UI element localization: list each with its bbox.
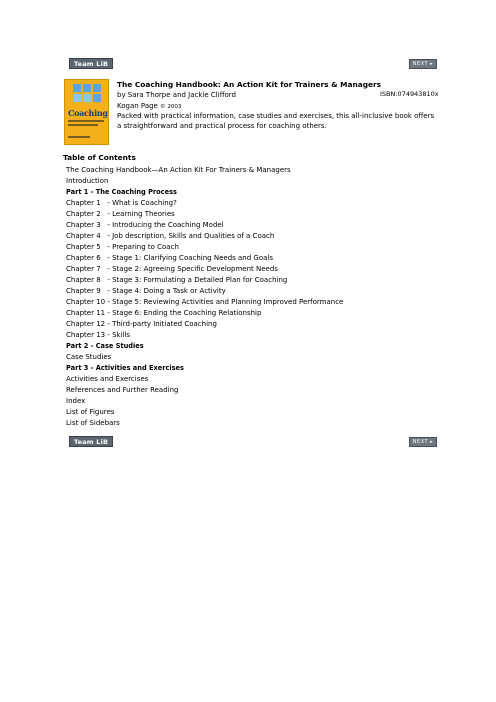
toc-item[interactable] [66, 297, 343, 308]
toc-item[interactable] [66, 209, 343, 220]
toc-link[interactable]: Chapter 5 - Preparing to Coach [66, 243, 179, 251]
toc-heading: Table of Contents [63, 153, 136, 162]
next-top-button[interactable]: NEXT ▸ [409, 59, 437, 69]
toc-item[interactable] [66, 242, 343, 253]
book-publisher-line [117, 101, 181, 112]
toc-link[interactable]: References and Further Reading [66, 386, 179, 394]
toc-item[interactable] [66, 165, 343, 176]
toc-item[interactable] [66, 231, 343, 242]
toc-link[interactable]: Chapter 7 - Stage 2: Agreeing Specific Development Needs [66, 265, 278, 273]
toc-link[interactable]: Chapter 13 - Skills [66, 331, 131, 339]
toc-link[interactable]: Activities and Exercises [66, 375, 149, 383]
toc-item[interactable] [66, 308, 343, 319]
toc-link[interactable]: Chapter 8 - Stage 3: Formulating a Detailed Plan for Coaching [66, 276, 288, 284]
toc-link[interactable]: Chapter 6 - Stage 1: Clarifying Coaching Needs and Goals [66, 254, 274, 262]
toc-link[interactable]: Chapter 10 - Stage 5: Reviewing Activities and Planning Improved Performance [66, 298, 344, 306]
book-publisher: Kogan Page [117, 102, 158, 110]
toc-item[interactable] [66, 253, 343, 264]
toc-item[interactable] [66, 286, 343, 297]
toc-part-heading [66, 363, 343, 374]
toc-item[interactable] [66, 198, 343, 209]
toc-item[interactable] [66, 275, 343, 286]
toc-item[interactable] [66, 264, 343, 275]
toc-link[interactable]: The Coaching Handbook—An Action Kit For Trainers & Managers [66, 166, 291, 174]
book-isbn: ISBN:074943810x [380, 90, 439, 98]
toc-part-label: Part 1 - The Coaching Process [66, 188, 177, 196]
toc-link[interactable]: Chapter 4 - Job description, Skills and Qualities of a Coach [66, 232, 275, 240]
book-title: The Coaching Handbook: An Action Kit for Trainers & Managers [117, 80, 382, 89]
toc-item[interactable] [66, 319, 343, 330]
next-bottom-button[interactable]: NEXT ▸ [409, 437, 437, 447]
toc-link[interactable]: Chapter 9 - Stage 4: Doing a Task or Activity [66, 287, 226, 295]
toc-item[interactable] [66, 418, 343, 429]
toc-part-label: Part 2 - Case Studies [66, 342, 144, 350]
toc-link[interactable]: Case Studies [66, 353, 112, 361]
toc-link[interactable]: Chapter 1 - What is Coaching? [66, 199, 177, 207]
toc-item[interactable] [66, 407, 343, 418]
toc-link[interactable]: Introduction [66, 177, 109, 185]
book-year: © 2003 [160, 104, 182, 110]
toc-link[interactable]: List of Sidebars [66, 419, 120, 427]
toc-item[interactable] [66, 176, 343, 187]
toc-link[interactable]: Chapter 11 - Stage 6: Ending the Coaching Relationship [66, 309, 262, 317]
book-cover-image [64, 79, 109, 145]
toc-part-heading [66, 341, 343, 352]
toc-item[interactable] [66, 374, 343, 385]
team-lib-top-button[interactable]: Team LiB [69, 58, 113, 69]
toc-link[interactable]: Chapter 12 - Third-party Initiated Coaching [66, 320, 217, 328]
team-lib-bottom-button[interactable]: Team LiB [69, 436, 113, 447]
book-description: Packed with practical information, case studies and exercises, this all-inclusive book offers a straightforward and practical process for coaching others. [117, 112, 435, 130]
toc-link[interactable]: Chapter 3 - Introducing the Coaching Model [66, 221, 224, 229]
toc-item[interactable] [66, 396, 343, 407]
book-authors: by Sara Thorpe and Jackie Clifford [117, 91, 236, 99]
toc-item[interactable] [66, 385, 343, 396]
toc-item[interactable] [66, 220, 343, 231]
toc-part-label: Part 3 - Activities and Exercises [66, 364, 184, 372]
toc-link[interactable]: List of Figures [66, 408, 115, 416]
toc-link[interactable]: Chapter 2 - Learning Theories [66, 210, 175, 218]
toc-link[interactable]: Index [66, 397, 86, 405]
toc-item[interactable] [66, 352, 343, 363]
cover-title: Coaching [68, 108, 108, 118]
toc-item[interactable] [66, 330, 343, 341]
toc-part-heading [66, 187, 343, 198]
toc-list [66, 165, 343, 429]
